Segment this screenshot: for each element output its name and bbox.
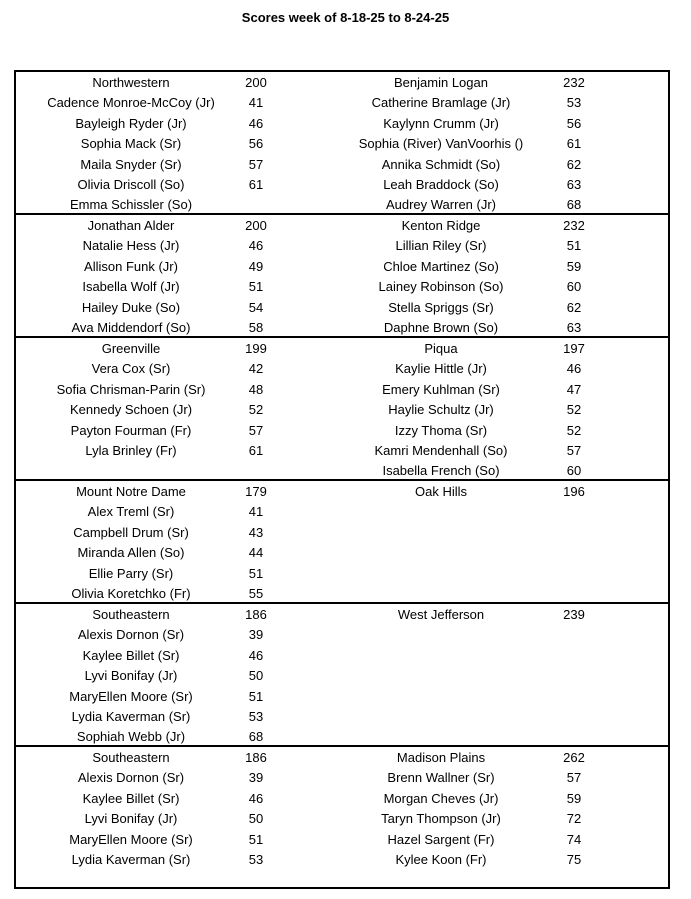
- player-score: 68: [566, 197, 582, 213]
- player-name: Lyla Brinley (Fr): [85, 443, 177, 458]
- player-score: 51: [248, 831, 264, 847]
- player-name: Sofia Chrisman-Parin (Sr): [56, 381, 206, 397]
- score-block: [16, 338, 668, 481]
- team-name: Jonathan Alder: [87, 218, 175, 233]
- player-name: Kaylee Billet (Sr): [82, 647, 180, 663]
- team-name: Benjamin Logan: [394, 75, 488, 90]
- team-name: Southeastern: [92, 607, 170, 622]
- team-total: 239: [563, 607, 585, 622]
- player-name: Ava Middendorf (So): [71, 320, 191, 335]
- team-name: Madison Plains: [396, 750, 486, 765]
- player-name: Kylee Koon (Fr): [395, 852, 487, 867]
- player-score: 52: [248, 402, 264, 418]
- player-name: Audrey Warren (Jr): [385, 197, 497, 213]
- player-score: 54: [248, 299, 264, 315]
- player-score: 60: [566, 279, 582, 295]
- player-score: 63: [566, 320, 582, 335]
- player-score: 57: [248, 422, 264, 438]
- player-name: Daphne Brown (So): [383, 320, 499, 335]
- player-name: Lainey Robinson (So): [378, 279, 504, 295]
- player-name: Isabella Wolf (Jr): [82, 279, 180, 295]
- player-name: Payton Fourman (Fr): [70, 422, 192, 438]
- player-score: 46: [248, 238, 264, 254]
- player-score: 51: [566, 238, 582, 254]
- player-score: 53: [248, 709, 264, 724]
- player-score: 46: [248, 790, 264, 806]
- player-name: Alex Treml (Sr): [87, 504, 175, 520]
- team-name: Northwestern: [92, 75, 170, 90]
- player-score: 48: [248, 381, 264, 397]
- player-name: Lydia Kaverman (Sr): [71, 709, 191, 724]
- team-name: Piqua: [424, 341, 458, 356]
- player-score: 52: [566, 402, 582, 418]
- team-total: 232: [563, 75, 585, 90]
- player-name: Alexis Dornon (Sr): [77, 627, 185, 643]
- player-score: 39: [248, 770, 264, 786]
- player-score: 57: [566, 443, 582, 458]
- team-name: Southeastern: [92, 750, 170, 765]
- player-score: 72: [566, 811, 582, 827]
- player-name: Haylie Schultz (Jr): [388, 402, 494, 418]
- player-score: 51: [248, 688, 264, 704]
- player-score: 57: [566, 770, 582, 786]
- player-name: Emery Kuhlman (Sr): [382, 381, 500, 397]
- team-total: 232: [563, 218, 585, 233]
- player-name: Cadence Monroe-McCoy (Jr): [47, 95, 215, 111]
- player-name: Brenn Wallner (Sr): [387, 770, 495, 786]
- player-score: [226, 195, 286, 215]
- team-name: West Jefferson: [397, 607, 485, 622]
- player-name: Allison Funk (Jr): [84, 258, 178, 274]
- score-block: [16, 481, 668, 604]
- player-score: 51: [248, 565, 264, 581]
- score-block: [16, 604, 668, 747]
- player-score: 41: [248, 504, 264, 520]
- player-score: 59: [566, 258, 582, 274]
- player-score: 55: [248, 586, 264, 601]
- team-name: Greenville: [101, 341, 161, 356]
- player-name: Morgan Cheves (Jr): [383, 790, 499, 806]
- player-name: Annika Schmidt (So): [381, 156, 501, 172]
- player-name: Ellie Parry (Sr): [88, 565, 174, 581]
- player-name: Taryn Thompson (Jr): [381, 811, 501, 827]
- team-total: 200: [245, 218, 267, 233]
- player-name: Leah Braddock (So): [383, 177, 499, 192]
- team-name: Kenton Ridge: [401, 218, 481, 233]
- player-name: Campbell Drum (Sr): [73, 524, 189, 540]
- scores-table: [14, 70, 670, 889]
- player-score: 42: [248, 361, 264, 377]
- player-score: 58: [248, 320, 264, 335]
- team-total: 186: [245, 607, 267, 622]
- team-name: Mount Notre Dame: [76, 484, 186, 499]
- player-name: Maila Snyder (Sr): [80, 156, 182, 172]
- player-score: 61: [566, 136, 582, 152]
- player-name: MaryEllen Moore (Sr): [69, 688, 193, 704]
- player-score: 63: [566, 177, 582, 192]
- player-name: Vera Cox (Sr): [91, 361, 171, 377]
- player-score: 43: [248, 524, 264, 540]
- player-name: Kamri Mendenhall (So): [374, 443, 508, 458]
- player-name: Kaylee Billet (Sr): [82, 790, 180, 806]
- player-name: Lydia Kaverman (Sr): [71, 852, 191, 867]
- team-total: 179: [245, 484, 267, 499]
- player-score: 57: [248, 156, 264, 172]
- player-score: 41: [248, 95, 264, 111]
- player-score: 62: [566, 156, 582, 172]
- player-name: Lyvi Bonifay (Jr): [84, 668, 178, 684]
- player-name: Bayleigh Ryder (Jr): [75, 115, 187, 131]
- player-name: Emma Schissler (So): [69, 197, 193, 213]
- score-block: [16, 747, 668, 892]
- player-score: 50: [248, 811, 264, 827]
- player-name: Izzy Thoma (Sr): [394, 422, 488, 438]
- player-score: 61: [248, 177, 264, 192]
- player-name: Sophia (River) VanVoorhis (): [358, 136, 524, 152]
- player-name: Alexis Dornon (Sr): [77, 770, 185, 786]
- player-name: Lillian Riley (Sr): [395, 238, 487, 254]
- player-name: Olivia Driscoll (So): [77, 177, 185, 192]
- player-name: Sophiah Webb (Jr): [76, 729, 186, 745]
- player-score: 68: [248, 729, 264, 745]
- player-score: 51: [248, 279, 264, 295]
- player-score: 74: [566, 831, 582, 847]
- score-block: [16, 215, 668, 338]
- player-name: Olivia Koretchko (Fr): [71, 586, 191, 601]
- score-block: [16, 72, 668, 215]
- player-name: Kennedy Schoen (Jr): [69, 402, 193, 418]
- player-score: 47: [566, 381, 582, 397]
- player-name: Chloe Martinez (So): [383, 258, 499, 274]
- player-name: Kaylie Hittle (Jr): [395, 361, 487, 377]
- team-total: 196: [563, 484, 585, 499]
- player-name: Isabella French (So): [382, 463, 500, 479]
- player-score: 39: [248, 627, 264, 643]
- player-name: Catherine Bramlage (Jr): [371, 95, 511, 111]
- player-score: 50: [248, 668, 264, 684]
- player-score: 52: [566, 422, 582, 438]
- player-name: MaryEllen Moore (Sr): [69, 831, 193, 847]
- team-total: 197: [563, 341, 585, 356]
- player-name: Sophia Mack (Sr): [80, 136, 182, 152]
- player-score: 60: [566, 463, 582, 479]
- player-score: 46: [566, 361, 582, 377]
- player-name: Natalie Hess (Jr): [82, 238, 180, 254]
- player-name: Kaylynn Crumm (Jr): [383, 115, 499, 131]
- player-score: 75: [566, 852, 582, 867]
- player-score: 56: [566, 115, 582, 131]
- player-score: 61: [248, 443, 264, 458]
- player-score: 56: [248, 136, 264, 152]
- player-score: 53: [248, 852, 264, 867]
- team-total: 262: [563, 750, 585, 765]
- page-title: Scores week of 8-18-25 to 8-24-25: [241, 10, 450, 25]
- team-name: Oak Hills: [414, 484, 467, 499]
- player-score: 49: [248, 258, 264, 274]
- player-score: 46: [248, 115, 264, 131]
- player-name: Lyvi Bonifay (Jr): [84, 811, 178, 827]
- player-name: Hazel Sargent (Fr): [387, 831, 495, 847]
- player-score: 62: [566, 299, 582, 315]
- player-score: 53: [566, 95, 582, 111]
- player-name: Hailey Duke (So): [81, 299, 181, 315]
- team-total: 200: [245, 75, 267, 90]
- player-name: Stella Spriggs (Sr): [388, 299, 494, 315]
- team-total: 199: [245, 341, 267, 356]
- player-score: 46: [248, 647, 264, 663]
- player-score: 44: [248, 545, 264, 561]
- team-total: 186: [245, 750, 267, 765]
- player-name: Miranda Allen (So): [77, 545, 185, 561]
- player-score: 59: [566, 790, 582, 806]
